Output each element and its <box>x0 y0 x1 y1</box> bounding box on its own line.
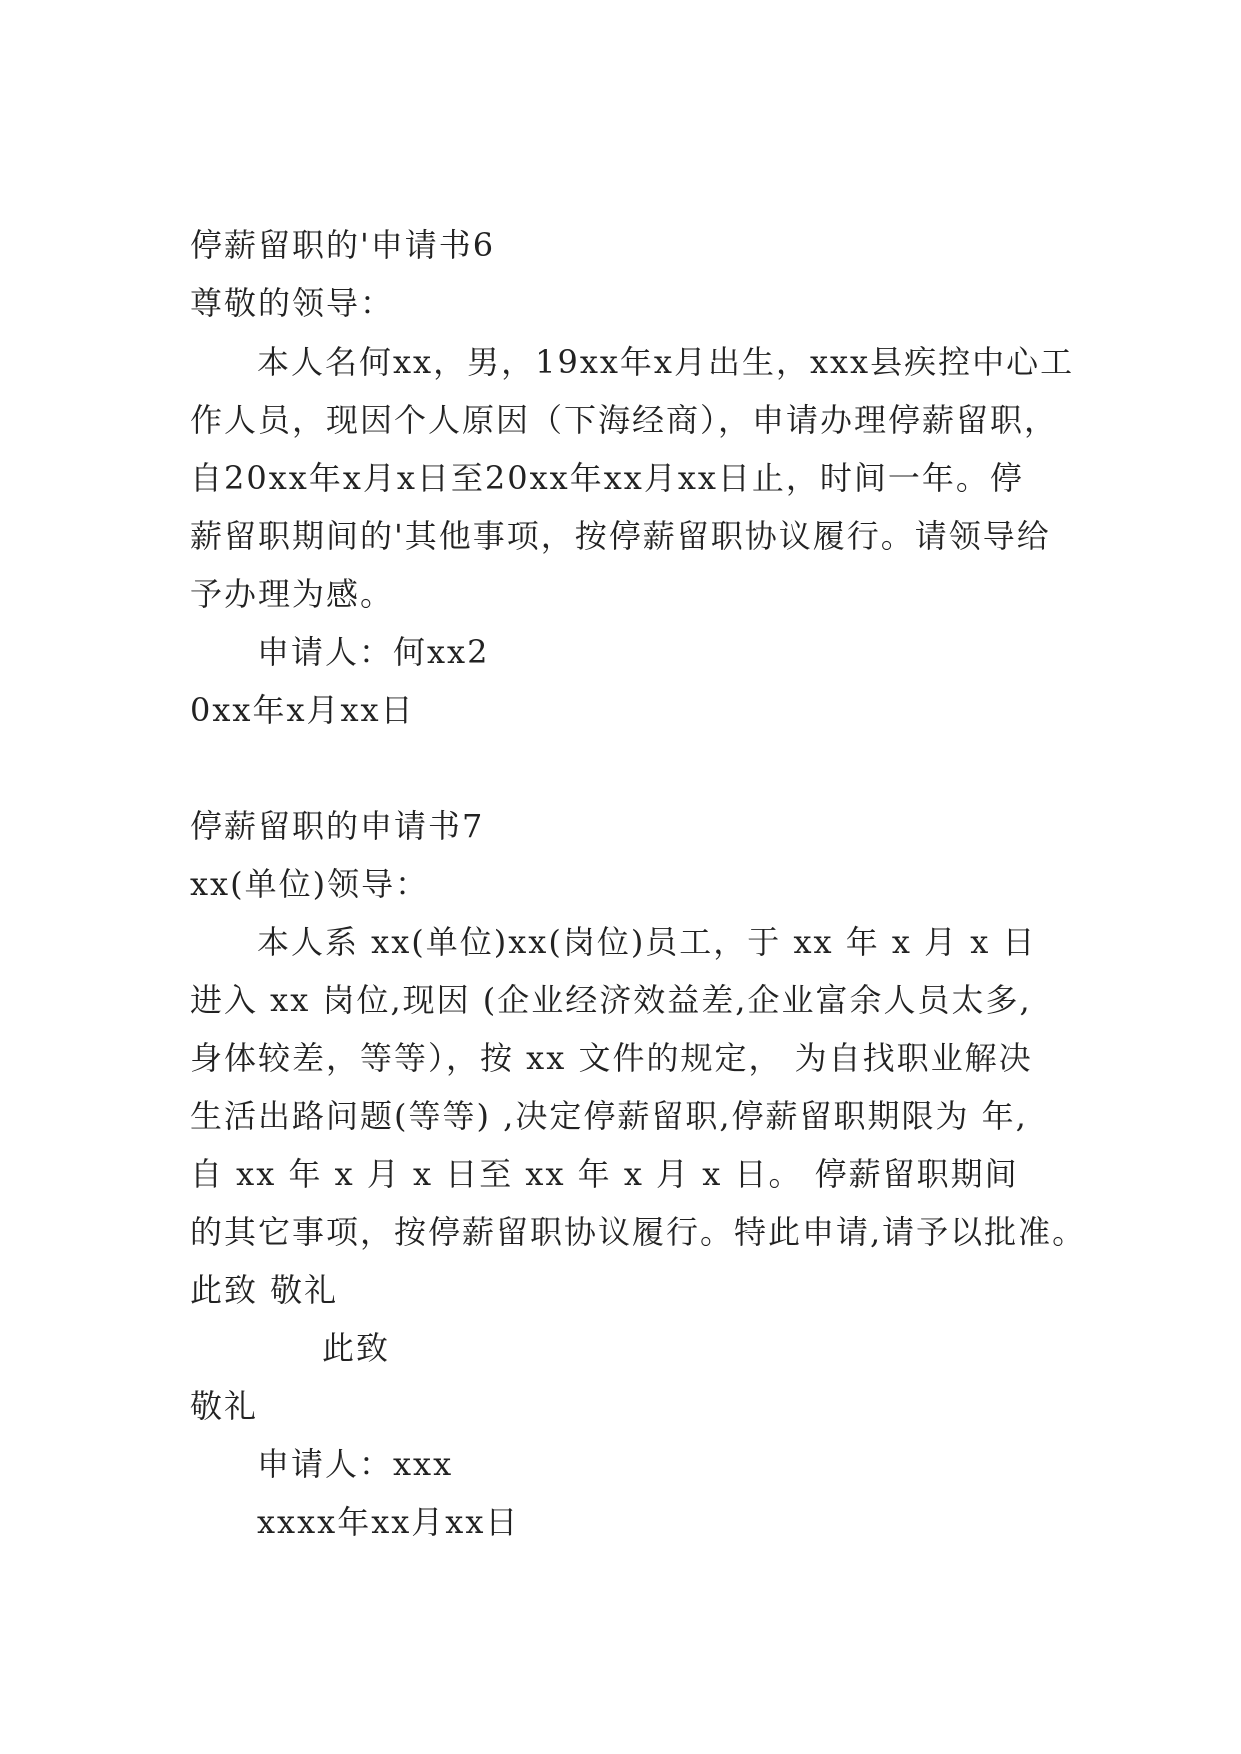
section-7-body-line: 本人系 xx(单位)xx(岗位)员工，于 xx 年 x 月 x 日 <box>257 923 1037 961</box>
section-6-body-line: 本人名何xx，男，19xx年x月出生，xxx县疾控中心工 <box>257 343 1075 381</box>
section-7-body-line: 的其它事项，按停薪留职协议履行。特此申请,请予以批准。 <box>190 1213 1087 1251</box>
section-7-body-line: 此致 敬礼 <box>190 1271 339 1309</box>
section-7-body-line: 自 xx 年 x 月 x 日至 xx 年 x 月 x 日。 停薪留职期间 <box>190 1155 1019 1193</box>
section-7-date: xxxx年xx月xx日 <box>257 1503 520 1541</box>
section-6-body-line: 作人员，现因个人原因（下海经商），申请办理停薪留职， <box>190 401 1059 439</box>
section-7-body-line: 身体较差，等等），按 xx 文件的规定， 为自找职业解决 <box>190 1039 1033 1077</box>
section-6-body-line: 自20xx年x月x日至20xx年xx月xx日止，时间一年。停 <box>190 459 1024 497</box>
section-7-signature: 申请人：xxx <box>257 1445 454 1483</box>
section-6-salutation: 尊敬的领导： <box>190 284 395 322</box>
section-6-body-line: 薪留职期间的'其他事项，按停薪留职协议履行。请领导给 <box>190 517 1051 555</box>
section-6-date: 0xx年x月xx日 <box>190 691 415 729</box>
section-7-body-line: 生活出路问题(等等) ,决定停薪留职,停薪留职期限为 年, <box>190 1097 1028 1135</box>
section-7-salutation: xx(单位)领导： <box>190 865 430 903</box>
section-7-closing-2: 敬礼 <box>190 1387 259 1425</box>
section-6-body-line: 予办理为感。 <box>190 575 395 613</box>
section-7-title: 停薪留职的申请书7 <box>190 807 485 845</box>
section-6-title: 停薪留职的'申请书6 <box>190 226 496 264</box>
section-7-body-line: 进入 xx 岗位,现因 (企业经济效益差,企业富余人员太多, <box>190 981 1032 1019</box>
section-6-signature: 申请人：何xx2 <box>257 633 490 671</box>
section-7-closing-1: 此致 <box>322 1329 391 1367</box>
